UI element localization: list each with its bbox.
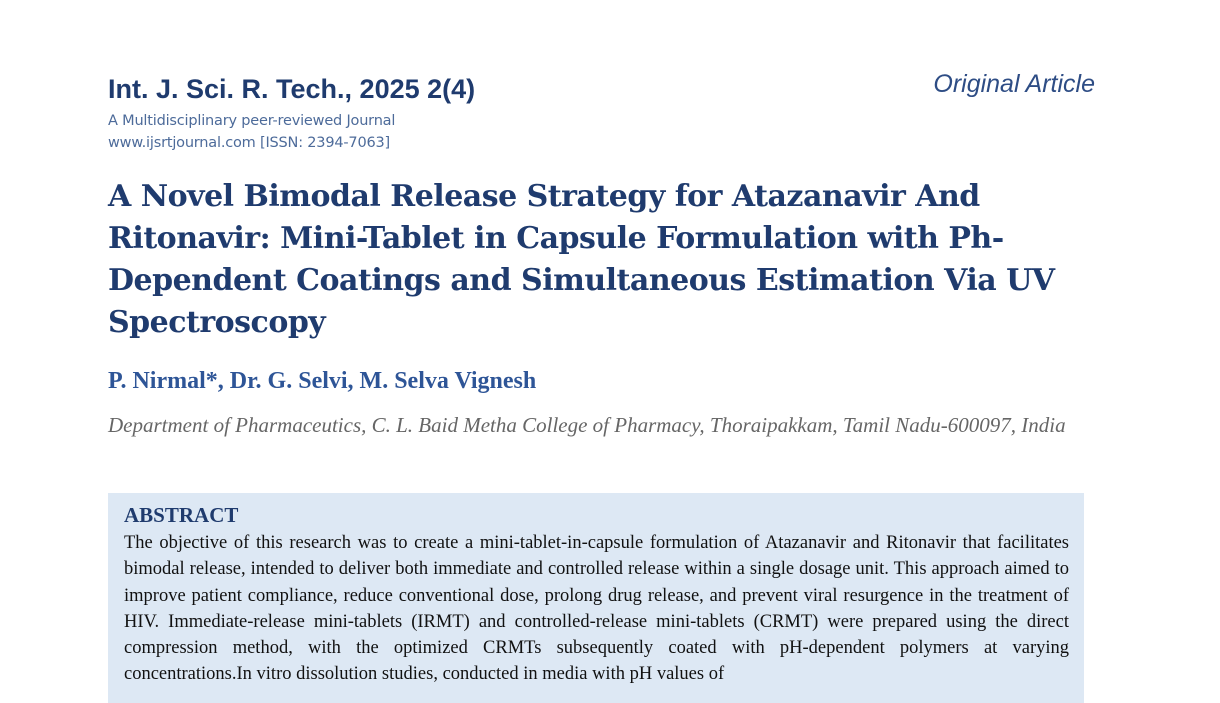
journal-tagline: A Multidisciplinary peer-reviewed Journal — [108, 113, 396, 129]
author-list: P. Nirmal*, Dr. G. Selvi, M. Selva Vignesh — [108, 368, 537, 394]
paper-title: A Novel Bimodal Release Strategy for Atazanavir And Ritonavir: Mini-Tablet in Capsule Formulation with Ph-Dependent Coatings and Simultaneous Estimation Via UV Spectroscopy — [108, 179, 1055, 340]
abstract-heading: ABSTRACT — [124, 503, 239, 527]
journal-citation: Int. J. Sci. R. Tech., 2025 2(4) — [108, 74, 476, 104]
abstract-box — [108, 493, 1084, 703]
abstract-text: The objective of this research was to create a mini-tablet-in-capsule formulation of Atazanavir and Ritonavir that facilitates bimodal release, intended to deliver both immediate and controlled release within a single dosage unit. This approach aimed to improve patient compliance, reduce conventional dose, prolong drug release, and prevent viral resurgence in the treatment of HIV. Immediate-release mini-tablets (IRMT) and controlled-release mini-tablets (CRMT) were prepared using the direct compression method, with the optimized CRMTs subsequently coated with pH-dependent polymers at varying concentrations.In vitro dissolution studies, conducted in media with pH values of — [124, 533, 1069, 685]
author-affiliation: Department of Pharmaceutics, C. L. Baid Metha College of Pharmacy, Thoraipakkam, Tamil Nadu-600097, India — [108, 413, 1066, 437]
journal-website[interactable]: www.ijsrtjournal.com [ISSN: 2394-7063] — [108, 135, 390, 151]
article-type: Original Article — [933, 70, 1095, 98]
